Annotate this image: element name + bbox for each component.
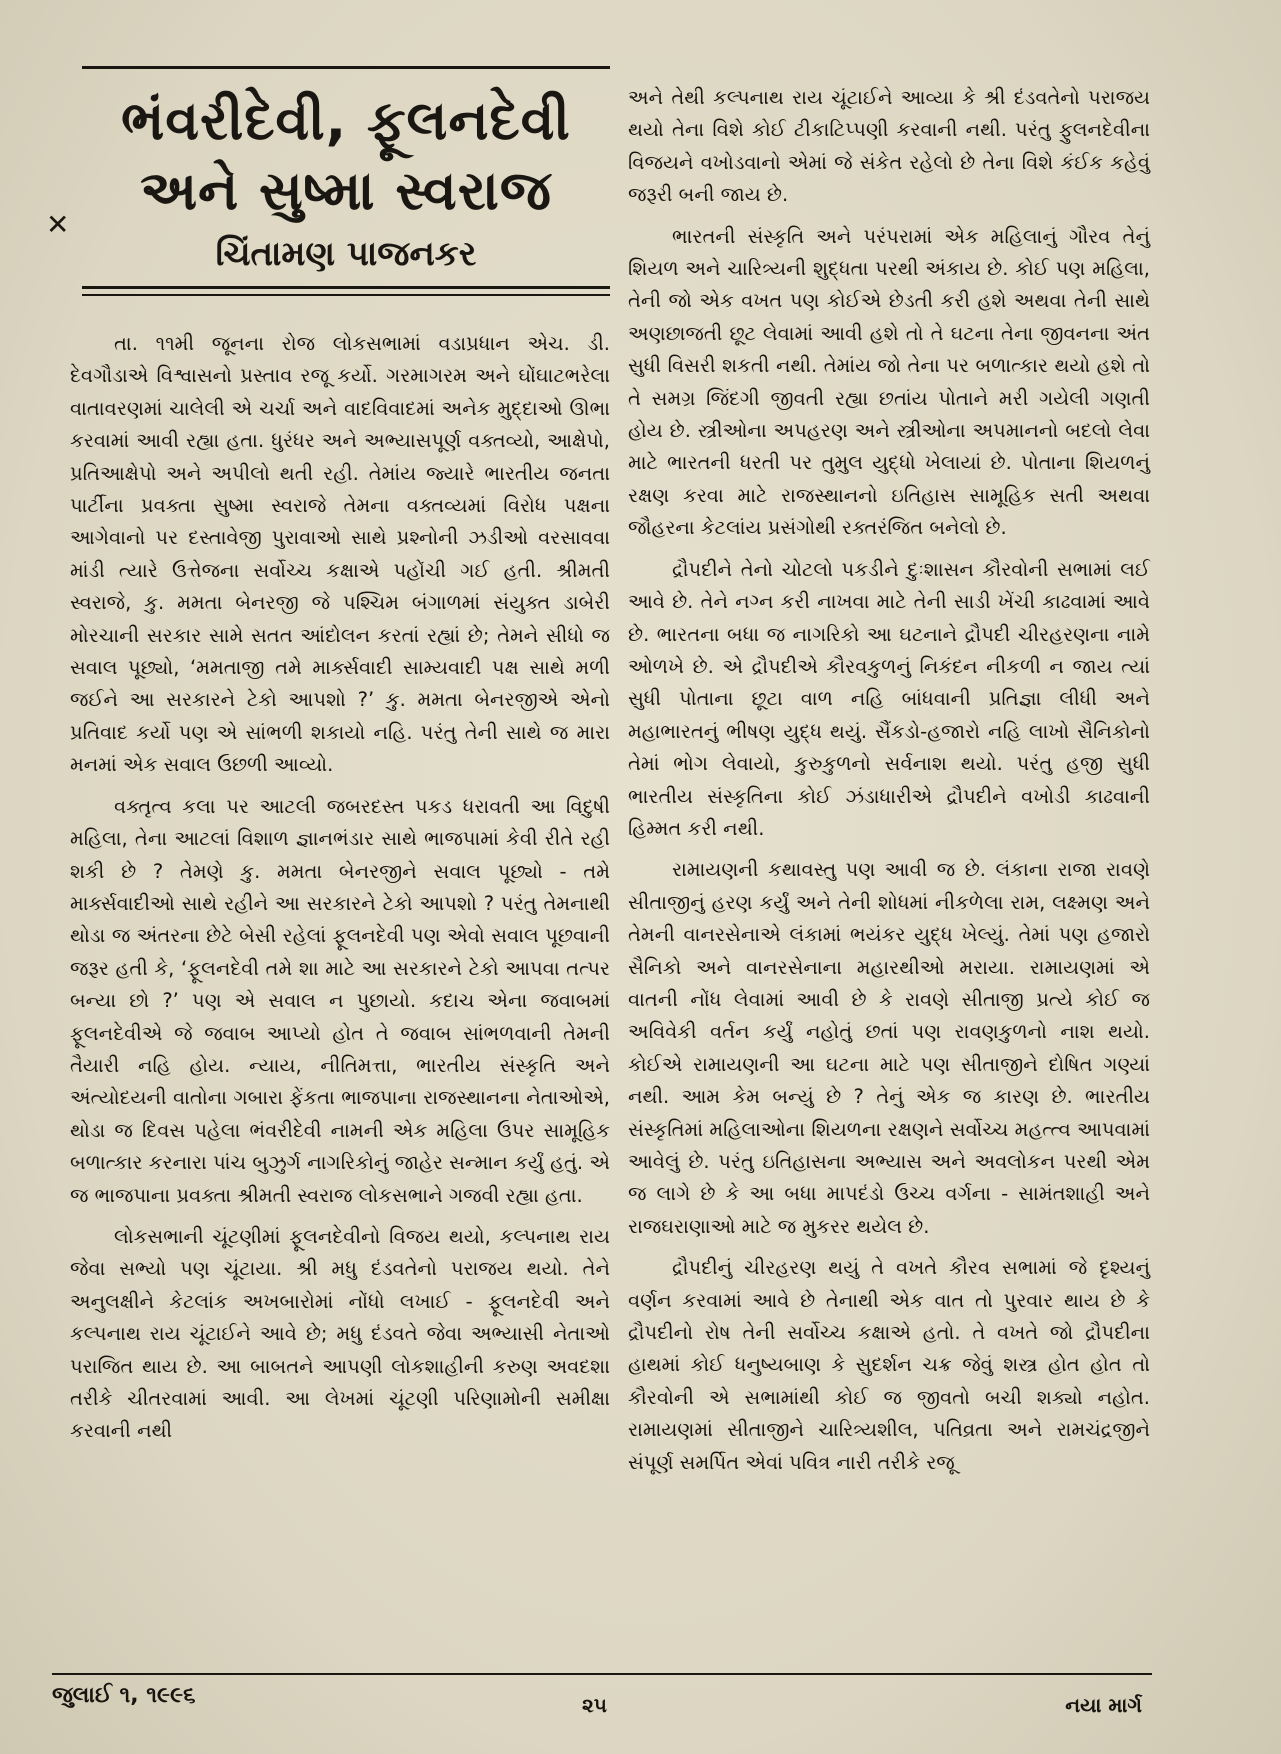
article-header [82,62,610,302]
right-column [628,82,1150,1488]
paragraph: દ્રૌપદીનું ચીરહરણ થયું તે વખતે કૌરવ સભામાં જે દૃશ્યનું વર્ણન કરવામાં આવે છે તેનાથી એક વાત તો પુરવાર થાય છે કે દ્રૌપદીનો રોષ તેની સર્વોચ્ચ કક્ષાએ હતો. તે વખતે જો દ્રૌપદીના હાથમાં કોઈ ધનુષ્યબાણ કે સુદર્શન ચક્ર જેવું શસ્ત્ર હોત હોત તો કૌરવોની એ સભામાંથી કોઈ જ જીવતો બચી શક્યો નહોત. રામાયણમાં સીતાજીને ચારિત્ર્યશીલ, પતિવ્રતા અને રામચંદ્રજીને સંપૂર્ણ સમર્પિત એવાં પવિત્ર નારી તરીકે રજૂ [628,1256,1150,1474]
article-author: ચિંતામણ પાજનકર [215,234,477,274]
magazine-name: નયા માર્ગ [1065,1693,1142,1717]
left-column [70,328,610,1457]
header-bottom-rule [82,286,610,289]
paragraph: તા. ૧૧મી જૂનના રોજ લોકસભામાં વડાપ્રધાન એચ. ડી. દેવગૌડાએ વિશ્વાસનો પ્રસ્તાવ રજૂ કર્યો. ગરમાગરમ અને ઘોંઘાટભરેલા વાતાવરણમાં ચાલેલી એ ચર્ચા અને વાદવિવાદમાં અનેક મુદ્દાઓ ઊભા કરવામાં આવી રહ્યા હતા. ધુરંધર અને અભ્યાસપૂર્ણ વક્તવ્યો, આક્ષેપો, પ્રતિઆક્ષેપો અને અપીલો થતી રહી. તેમાંય જ્યારે ભારતીય જનતા પાર્ટીના પ્રવક્તા સુષ્મા સ્વરાજે તેમના વક્તવ્યમાં વિરોધ પક્ષના આગેવાનો પર દસ્તાવેજી પુરાવાઓ સાથે પ્રશ્નોની ઝડીઓ વરસાવવા માંડી ત્યારે ઉત્તેજના સર્વોચ્ચ કક્ષાએ પહોંચી ગઈ હતી. શ્રીમતી સ્વરાજે, કુ. મમતા બેનરજી જે પશ્ચિમ બંગાળમાં સંયુક્ત ડાબેરી મોરચાની સરકાર સામે સતત આંદોલન કરતાં રહ્યાં છે; તેમને સીધો જ સવાલ પૂછ્યો, ‘મમતાજી તમે માર્ક્સવાદી સામ્યવાદી પક્ષ સાથે મળી જઈને આ સરકારને ટેકો આપશો ?’ કુ. મમતા બેનરજીએ એનો પ્રતિવાદ કર્યો પણ એ સાંભળી શકાયો નહિ. પરંતુ તેની સાથે જ મારા મનમાં એક સવાલ ઉછળી આવ્યો. [70,332,610,777]
paragraph: અને તેથી કલ્પનાથ રાય ચૂંટાઈને આવ્યા કે શ્રી દંડવતેનો પરાજય થયો તેના વિશે કોઈ ટીકાટિપ્પણી કરવાની નથી. પરંતુ ફુલનદેવીના વિજયને વખોડવાનો એમાં જે સંકેત રહેલો છે તેના વિશે કંઈક કહેવું જરૂરી બની જાય છે. [628,86,1150,207]
article-title-line-1: ભંવરીદેવી, ફૂલનદેવી [121,89,571,152]
paragraph: ભારતની સંસ્કૃતિ અને પરંપરામાં એક મહિલાનું ગૌરવ તેનું શિયળ અને ચારિત્ર્યની શુદ્ધતા પરથી અંકાય છે. કોઈ પણ મહિલા, તેની જો એક વખત પણ કોઈએ છેડતી કરી હશે અથવા તેની સાથે અણછાજતી છૂટ લેવામાં આવી હશે તો તે ઘટના તેના જીવનના અંત સુધી વિસરી શકતી નથી. તેમાંય જો તેના પર બળાત્કાર થયો હશે તો તે સમગ્ર જિંદગી જીવતી રહ્યા છતાંય પોતાને મરી ગયેલી ગણતી હોય છે. સ્ત્રીઓના અપહરણ અને સ્ત્રીઓના અપમાનનો બદલો લેવા માટે ભારતની ધરતી પર તુમુલ યુદ્ધો ખેલાયાં છે. પોતાના શિયળનું રક્ષણ કરવા માટે રાજસ્થાનનો ઇતિહાસ સામૂહિક સતી અથવા જૌહરના કેટલાંય પ્રસંગોથી રક્તરંજિત બનેલો છે. [628,224,1150,540]
header-top-rule [82,66,610,69]
paragraph: વક્તૃત્વ કલા પર આટલી જબરદસ્ત પકડ ધરાવતી આ વિદુષી મહિલા, તેના આટલાં વિશાળ જ્ઞાનભંડાર સાથે ભાજપામાં કેવી રીતે રહી શકી છે ? તેમણે કુ. મમતા બેનરજીને સવાલ પૂછ્યો - તમે માર્ક્સવાદીઓ સાથે રહીને આ સરકારને ટેકો આપશો ? પરંતુ તેમનાથી થોડા જ અંતરના છેટે બેસી રહેલાં ફૂલનદેવી પણ એવો સવાલ પૂછવાની જરૂર હતી કે, ‘ફૂલનદેવી તમે શા માટે આ સરકારને ટેકો આપવા તત્પર બન્યા છો ?’ પણ એ સવાલ ન પુછાયો. કદાચ એના જવાબમાં ફૂલનદેવીએ જે જવાબ આપ્યો હોત તે જવાબ સાંભળવાની તેમની તૈયારી નહિ હોય. ન્યાય, નીતિમત્તા, ભારતીય સંસ્કૃતિ અને અંત્યોદયની વાતોના ગબારા ફેંકતા ભાજપાના રાજસ્થાનના નેતાઓએ, થોડા જ દિવસ પહેલા ભંવરીદેવી નામની એક મહિલા ઉપર સામૂહિક બળાત્કાર કરનારા પાંચ બુઝુર્ગ નાગરિકોનું જાહેર સન્માન કર્યું હતું. એ જ ભાજપાના પ્રવક્તા શ્રીમતી સ્વરાજ લોકસભાને ગજવી રહ્યા હતા. [70,794,610,1207]
article-title-line-2: અને સુષ્મા સ્વરાજ [140,159,552,222]
issue-date: જુલાઈ ૧, ૧૯૯૬ [52,1683,196,1708]
ink-mark: ✕ [46,208,70,241]
paragraph: રામાયણની કથાવસ્તુ પણ આવી જ છે. લંકાના રાજા રાવણે સીતાજીનું હરણ કર્યું અને તેની શોધમાં નીકળેલા રામ, લક્ષ્મણ અને તેમની વાનરસેનાએ લંકામાં ભયંકર યુદ્ધ ખેલ્યું. તેમાં પણ હજારો સૈનિકો અને વાનરસેનાના મહારથીઓ મરાયા. રામાયણમાં એ વાતની નોંધ લેવામાં આવી છે કે રાવણે સીતાજી પ્રત્યે કોઈ જ અવિવેકી વર્તન કર્યું નહોતું છતાં પણ રાવણકુળનો નાશ થયો. કોઈએ રામાયણની આ ઘટના માટે પણ સીતાજીને દોષિત ગણ્યાં નથી. આમ કેમ બન્યું છે ? તેનું એક જ કારણ છે. ભારતીય સંસ્કૃતિમાં મહિલાઓના શિયળના રક્ષણને સર્વોચ્ચ મહત્ત્વ આપવામાં આવેલું છે. પરંતુ ઇતિહાસના અભ્યાસ અને અવલોકન પરથી એમ જ લાગે છે કે આ બધા માપદંડો ઉચ્ચ વર્ગના - સામંતશાહી અને રાજઘરાણાઓ માટે જ મુકરર થયેલ છે. [628,858,1150,1238]
page-footer [52,1673,1152,1723]
footer-rule [52,1673,1152,1675]
page-number: ૨૫ [582,1693,607,1717]
paragraph: લોકસભાની ચૂંટણીમાં ફૂલનદેવીનો વિજય થયો, કલ્પનાથ રાય જેવા સભ્યો પણ ચૂંટાયા. શ્રી મધુ દંડવતેનો પરાજય થયો. તેને અનુલક્ષીને કેટલાંક અખબારોમાં નોંધો લખાઈ - ફૂલનદેવી અને કલ્પનાથ રાય ચૂંટાઈને આવે છે; મધુ દંડવતે જેવા અભ્યાસી નેતાઓ પરાજિત થાય છે. આ બાબતને આપણી લોકશાહીની કરુણ અવદશા તરીકે ચીતરવામાં આવી. આ લેખમાં ચૂંટણી પરિણામોની સમીક્ષા કરવાની નથી [70,1224,610,1443]
header-bottom-rule-thin [82,294,610,296]
paragraph: દ્રૌપદીને તેનો ચોટલો પકડીને દુઃશાસન કૌરવોની સભામાં લઈ આવે છે. તેને નગ્ન કરી નાખવા માટે તેની સાડી ખેંચી કાઢવામાં આવે છે. ભારતના બધા જ નાગરિકો આ ઘટનાને દ્રૌપદી ચીરહરણના નામે ઓળખે છે. એ દ્રૌપદીએ કૌરવકુળનું નિકંદન નીકળી ન જાય ત્યાં સુધી પોતાના છૂટા વાળ નહિ બાંધવાની પ્રતિજ્ઞા લીધી અને મહાભારતનું ભીષણ યુદ્ધ થયું. સૈંકડો-હજારો નહિ લાખો સૈનિકોનો તેમાં ભોગ લેવાયો, કુરુકુળનો સર્વનાશ થયો. પરંતુ હજી સુધી ભારતીય સંસ્કૃતિના કોઈ ઝંડાધારીએ દ્રૌપદીને વખોડી કાઢવાની હિમ્મત કરી નથી. [628,557,1150,840]
